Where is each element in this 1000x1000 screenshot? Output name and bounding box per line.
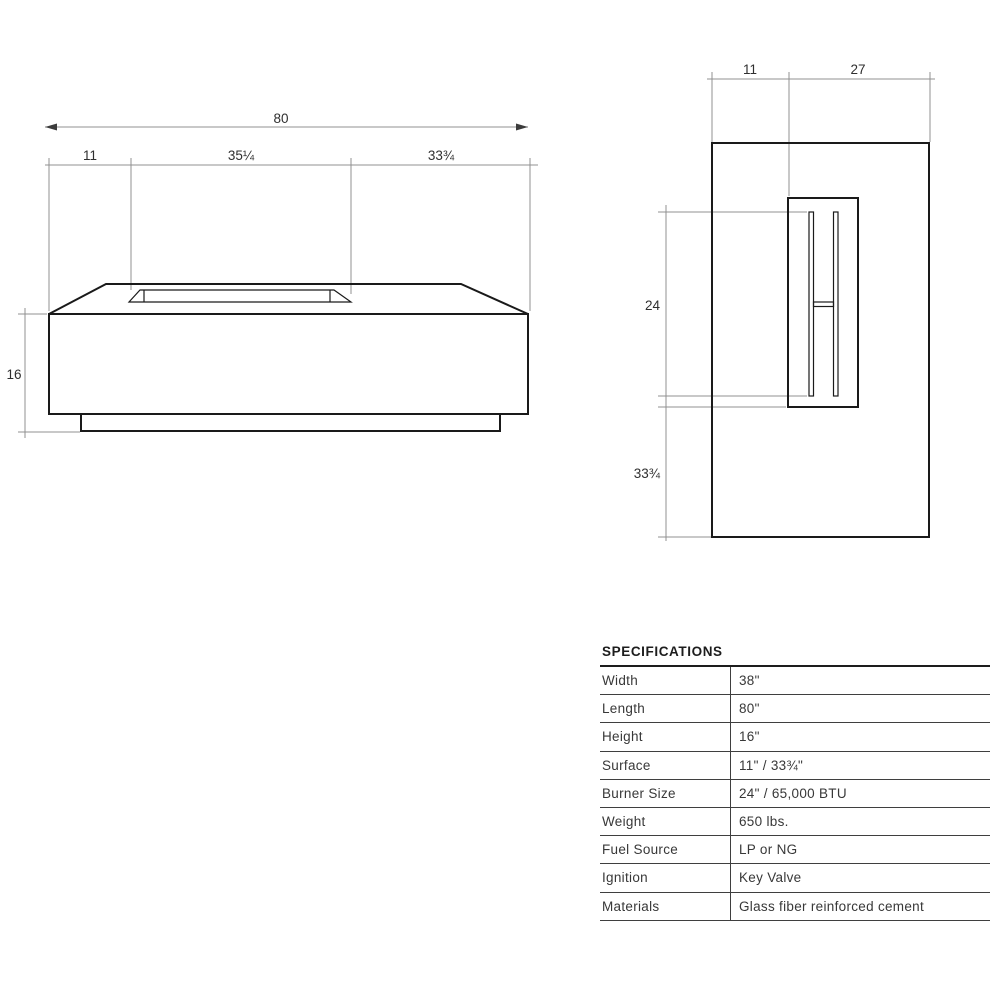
dim-arrow-right — [516, 124, 528, 131]
dim-label-segment-left: 11 — [82, 148, 98, 163]
dim-label-burner-length: 24 — [644, 298, 660, 313]
dim-label-segment-right: 33¾ — [427, 148, 455, 163]
specifications-table — [600, 644, 990, 921]
spec-row-height — [600, 723, 990, 751]
spec-row-materials — [600, 893, 990, 921]
spec-row-surface — [600, 752, 990, 780]
spec-label: Fuel Source — [600, 836, 731, 863]
dim-label-overall-width: 80 — [273, 111, 289, 126]
spec-value: 16" — [739, 729, 760, 745]
spec-value: Key Valve — [739, 870, 802, 886]
table-top-surface — [49, 284, 528, 314]
spec-value: 38" — [739, 673, 760, 689]
front-view-drawing — [49, 284, 528, 431]
spec-row-length — [600, 695, 990, 723]
burner-tube-left — [809, 212, 814, 396]
dim-label-plan-left-offset: 11 — [742, 62, 758, 77]
plan-view-dimensions — [634, 62, 935, 541]
dim-label-plan-bottom-span: 33¾ — [633, 466, 660, 481]
spec-value: 24" / 65,000 BTU — [739, 785, 847, 801]
spec-label: Length — [600, 695, 731, 722]
spec-label: Width — [600, 667, 731, 694]
front-view-dimensions — [6, 111, 538, 438]
spec-label: Weight — [600, 808, 731, 835]
spec-label: Height — [600, 723, 731, 750]
burner-recess — [129, 290, 351, 302]
spec-label: Surface — [600, 752, 731, 779]
spec-value: 11" / 33¾" — [739, 757, 804, 773]
spec-row-fuel-source — [600, 836, 990, 864]
spec-label: Ignition — [600, 864, 731, 891]
table-body — [49, 314, 528, 414]
dim-arrow-left — [45, 124, 57, 131]
dim-label-plan-right-span: 27 — [850, 62, 866, 77]
spec-value: 650 lbs. — [739, 814, 789, 830]
spec-row-ignition — [600, 864, 990, 892]
plan-view-drawing — [712, 143, 929, 537]
spec-label: Materials — [600, 893, 731, 920]
spec-row-burner-size — [600, 780, 990, 808]
burner-tube-crossbar — [814, 302, 834, 307]
burner-tube-right — [834, 212, 839, 396]
spec-value: LP or NG — [739, 842, 798, 858]
table-plan-outline — [712, 143, 929, 537]
table-base — [81, 414, 500, 431]
dim-label-height: 16 — [6, 367, 22, 382]
spec-row-weight — [600, 808, 990, 836]
spec-row-width — [600, 667, 990, 695]
spec-value: 80" — [739, 701, 760, 717]
specifications-title: SPECIFICATIONS — [600, 644, 990, 667]
spec-label: Burner Size — [600, 780, 731, 807]
spec-value: Glass fiber reinforced cement — [739, 898, 925, 914]
dim-label-segment-middle: 35¼ — [227, 148, 255, 163]
